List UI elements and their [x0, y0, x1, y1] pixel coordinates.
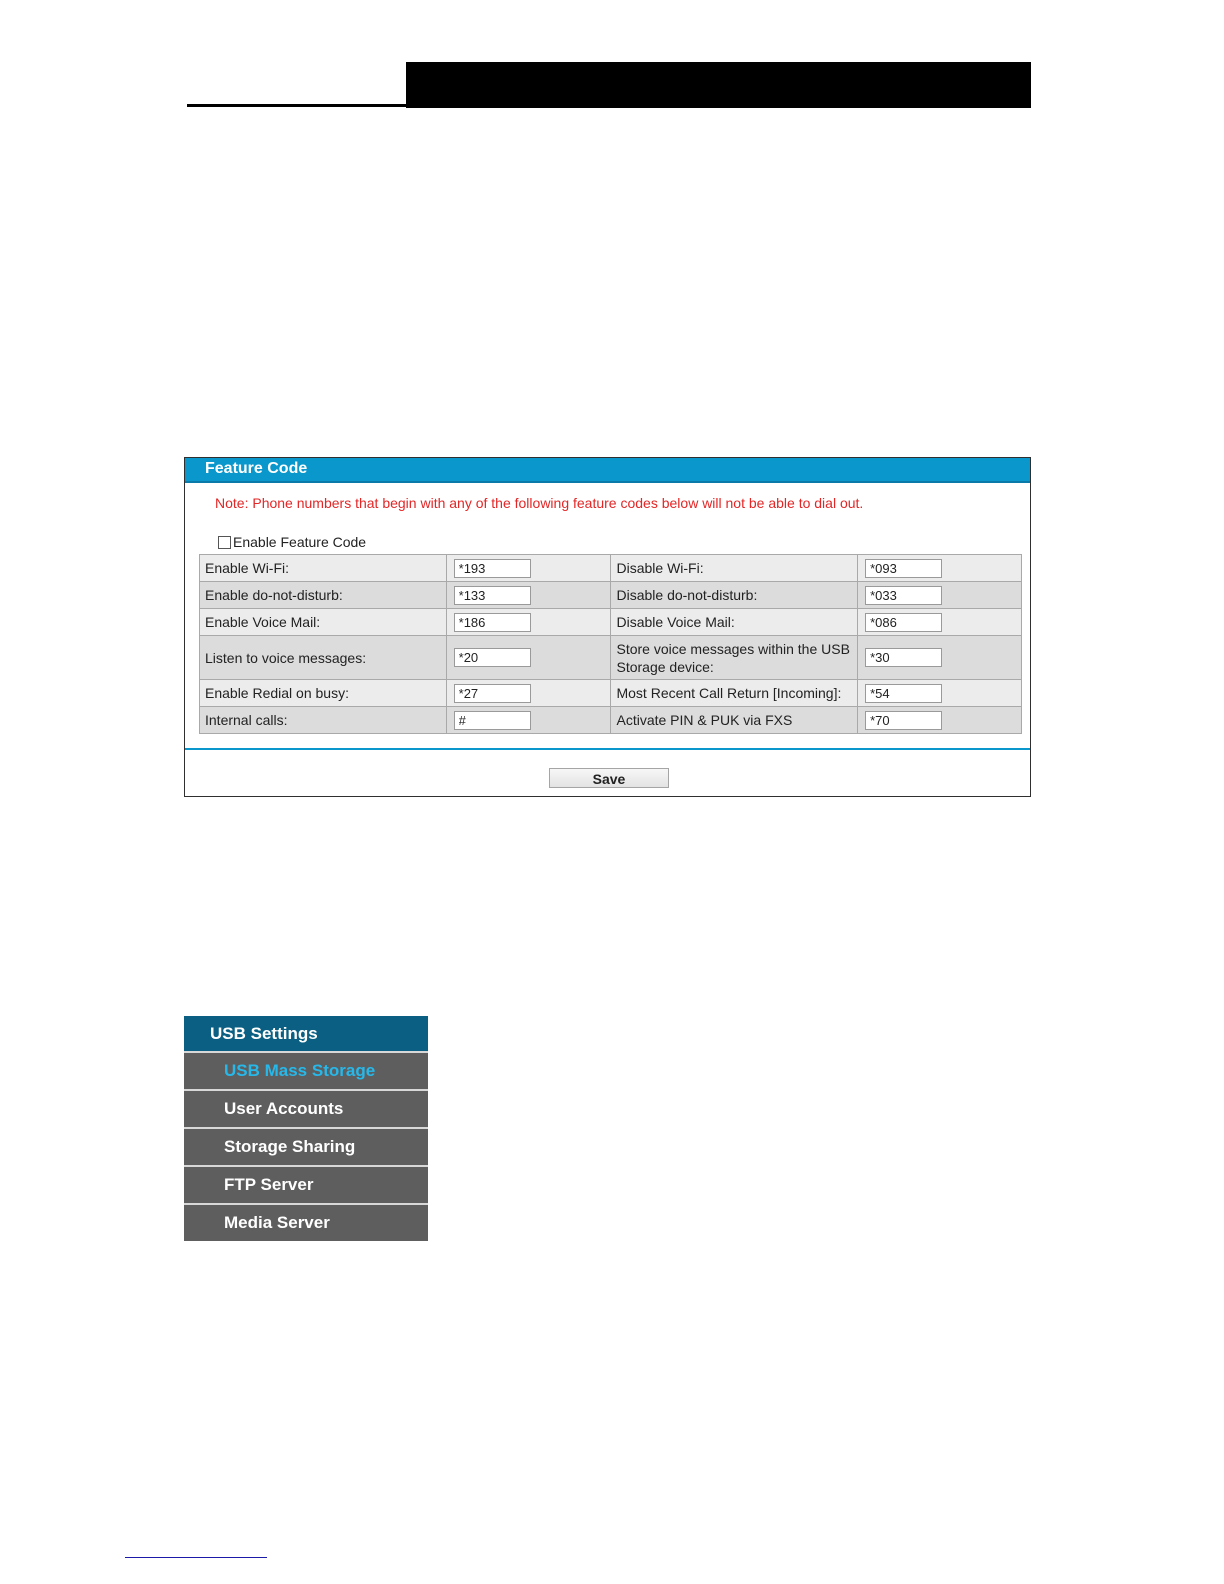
enable-feature-code-toggle[interactable]	[218, 534, 366, 550]
enable-feature-code-checkbox[interactable]	[218, 536, 231, 549]
row-label: Disable Wi-Fi:	[611, 555, 858, 582]
enable-voicemail-code-input[interactable]	[454, 613, 531, 632]
row-label: Activate PIN & PUK via FXS	[611, 707, 858, 734]
row-label: Store voice messages within the USB Storage device:	[611, 636, 858, 680]
activate-pin-puk-code-input[interactable]	[865, 711, 942, 730]
row-label: Enable Redial on busy:	[200, 680, 447, 707]
panel-divider	[185, 748, 1030, 750]
listen-voicemail-code-input[interactable]	[454, 648, 531, 667]
menu-item-ftp-server[interactable]: FTP Server	[184, 1167, 428, 1205]
disable-dnd-code-input[interactable]	[865, 586, 942, 605]
menu-item-usb-mass-storage[interactable]: USB Mass Storage	[184, 1053, 428, 1091]
panel-title: Feature Code	[185, 458, 1030, 483]
save-button[interactable]: Save	[549, 768, 669, 788]
row-label: Enable do-not-disturb:	[200, 582, 447, 609]
enable-feature-code-label: Enable Feature Code	[233, 534, 367, 550]
store-voicemail-usb-code-input[interactable]	[865, 648, 942, 667]
feature-code-table	[199, 554, 1022, 734]
header-bar	[406, 62, 1031, 108]
redial-on-busy-code-input[interactable]	[454, 684, 531, 703]
row-label: Enable Wi-Fi:	[200, 555, 447, 582]
table-row	[200, 636, 1022, 680]
table-row	[200, 582, 1022, 609]
table-row	[200, 680, 1022, 707]
menu-item-storage-sharing[interactable]: Storage Sharing	[184, 1129, 428, 1167]
enable-wifi-code-input[interactable]	[454, 559, 531, 578]
call-return-code-input[interactable]	[865, 684, 942, 703]
disable-voicemail-code-input[interactable]	[865, 613, 942, 632]
table-row	[200, 707, 1022, 734]
enable-dnd-code-input[interactable]	[454, 586, 531, 605]
feature-code-note: Note: Phone numbers that begin with any of the following feature codes below will not be able to dial out.	[215, 495, 864, 511]
menu-header-usb-settings[interactable]: USB Settings	[184, 1016, 428, 1053]
row-label: Listen to voice messages:	[200, 636, 447, 680]
usb-settings-menu	[184, 1016, 428, 1241]
row-label: Internal calls:	[200, 707, 447, 734]
row-label: Enable Voice Mail:	[200, 609, 447, 636]
table-row	[200, 555, 1022, 582]
internal-calls-code-input[interactable]	[454, 711, 531, 730]
row-label: Disable do-not-disturb:	[611, 582, 858, 609]
menu-item-user-accounts[interactable]: User Accounts	[184, 1091, 428, 1129]
feature-code-panel	[184, 457, 1031, 797]
row-label: Disable Voice Mail:	[611, 609, 858, 636]
menu-item-media-server[interactable]: Media Server	[184, 1205, 428, 1241]
disable-wifi-code-input[interactable]	[865, 559, 942, 578]
row-label: Most Recent Call Return [Incoming]:	[611, 680, 858, 707]
table-row	[200, 609, 1022, 636]
footnote-rule	[125, 1557, 267, 1558]
